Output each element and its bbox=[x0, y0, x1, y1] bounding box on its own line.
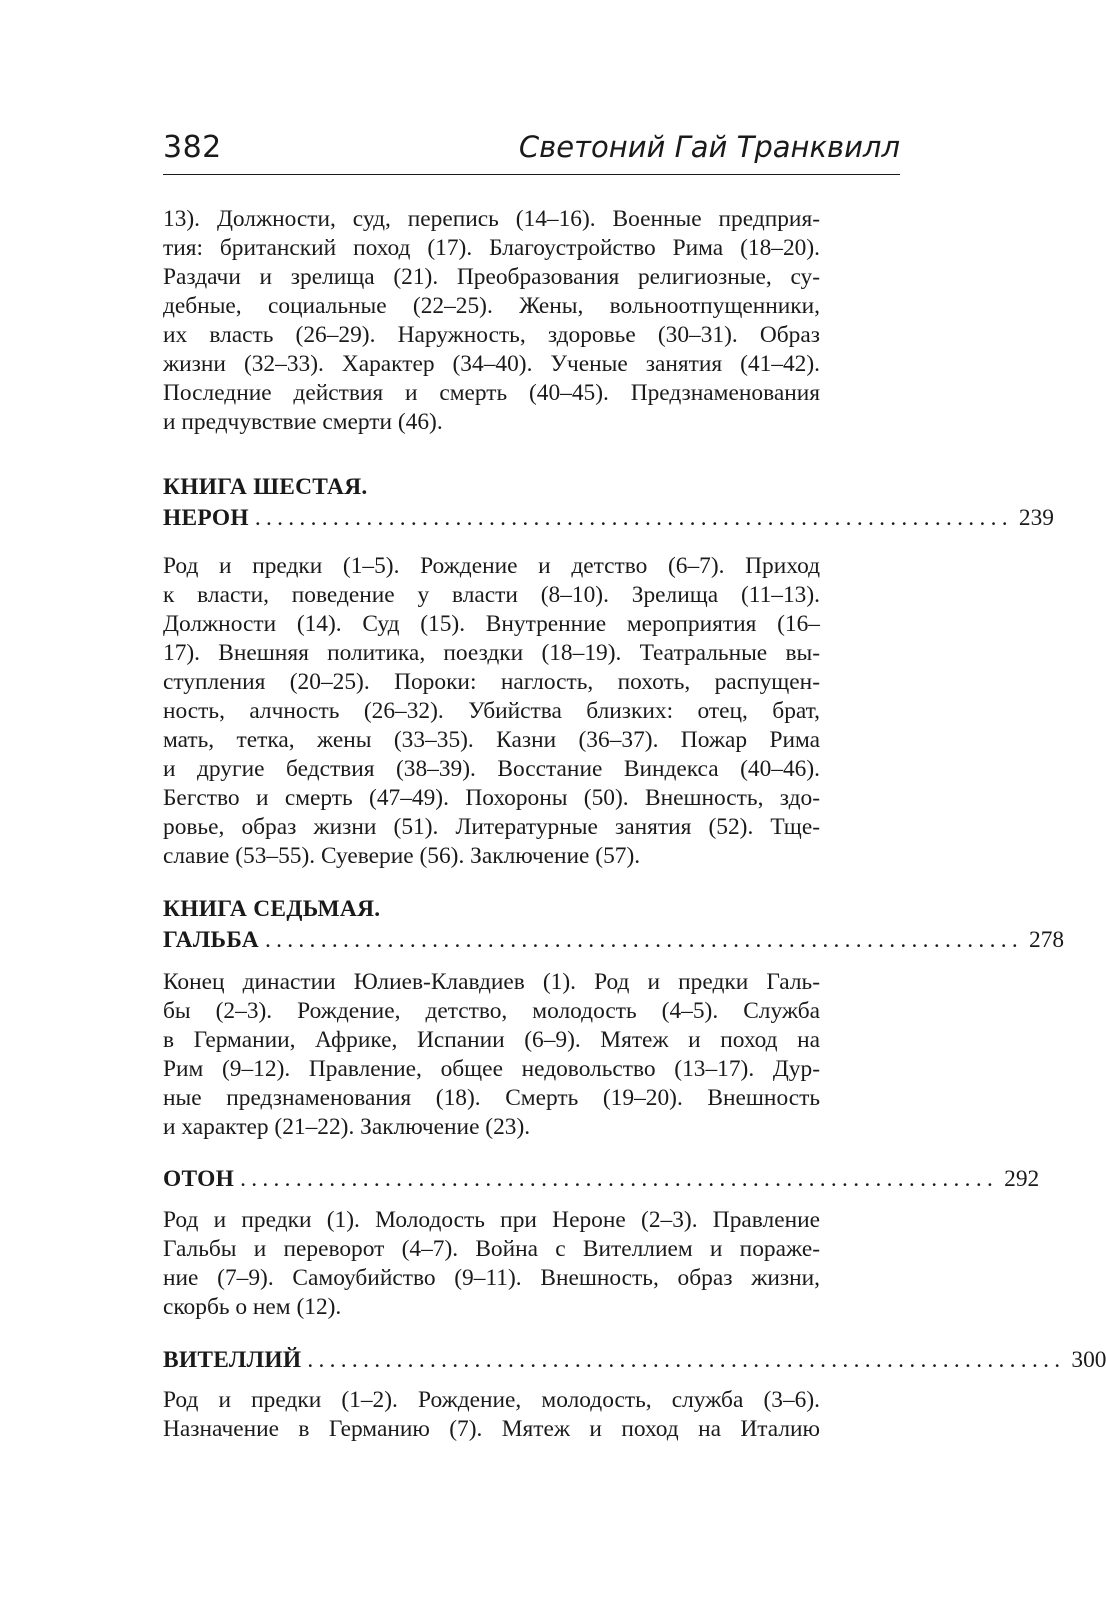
book-heading: КНИГА СЕДЬМАЯ. bbox=[163, 896, 381, 922]
toc-page-number: 292 bbox=[1004, 1166, 1040, 1192]
text-line: к власти, поведение у власти (8–10). Зрелища (11–13). bbox=[163, 582, 820, 608]
toc-leader: .................................................................... bbox=[307, 1347, 1066, 1373]
toc-title: ГАЛЬБА bbox=[163, 927, 259, 953]
text-line: бы (2–3). Рождение, детство, молодость (4–5). Служба bbox=[163, 998, 820, 1024]
page-number: 382 bbox=[163, 130, 222, 165]
toc-page-number: 300 bbox=[1071, 1347, 1106, 1373]
running-title: Светоний Гай Транквилл bbox=[518, 130, 900, 164]
text-line: Конец династии Юлиев-Клавдиев (1). Род и предки Галь- bbox=[163, 969, 820, 995]
text-line: их власть (26–29). Наружность, здоровье (30–31). Образ bbox=[163, 322, 820, 348]
text-line: Род и предки (1–5). Рождение и детство (6–7). Приход bbox=[163, 553, 820, 579]
toc-title: НЕРОН bbox=[163, 505, 249, 531]
toc-entry-vitellius[interactable] bbox=[163, 1347, 1106, 1379]
text-line: Назначение в Германию (7). Мятеж и поход на Италию bbox=[163, 1416, 820, 1442]
text-line: тия: британский поход (17). Благоустройство Рима (18–20). bbox=[163, 235, 820, 261]
toc-leader: .................................................................... bbox=[254, 505, 1013, 531]
toc-leader: .................................................................... bbox=[264, 927, 1024, 953]
text-line: и предчувствие смерти (46). bbox=[163, 409, 443, 435]
text-line: Должности (14). Суд (15). Внутренние мероприятия (16– bbox=[163, 611, 820, 637]
text-line: Гальбы и переворот (4–7). Война с Вителлием и пораже- bbox=[163, 1236, 820, 1262]
text-line: Род и предки (1–2). Рождение, молодость, служба (3–6). bbox=[163, 1387, 820, 1413]
text-line: ровье, образ жизни (51). Литературные занятия (52). Тще- bbox=[163, 814, 820, 840]
toc-title: ВИТЕЛЛИЙ bbox=[163, 1347, 302, 1373]
toc-title: ОТОН bbox=[163, 1166, 235, 1192]
running-head bbox=[163, 126, 900, 175]
toc-entry-galba[interactable] bbox=[163, 927, 1065, 959]
text-line: и характер (21–22). Заключение (23). bbox=[163, 1114, 531, 1140]
text-line: Бегство и смерть (47–49). Похороны (50). Внешность, здо- bbox=[163, 785, 820, 811]
text-line: мать, тетка, жены (33–35). Казни (36–37). Пожар Рима bbox=[163, 727, 820, 753]
text-line: ние (7–9). Самоубийство (9–11). Внешность, образ жизни, bbox=[163, 1265, 820, 1291]
toc-page-number: 239 bbox=[1018, 505, 1054, 531]
text-line: жизни (32–33). Характер (34–40). Ученые занятия (41–42). bbox=[163, 351, 820, 377]
book-heading: КНИГА ШЕСТАЯ. bbox=[163, 474, 368, 500]
text-line: 13). Должности, суд, перепись (14–16). Военные предприя- bbox=[163, 206, 820, 232]
text-line: ность, алчность (26–32). Убийства близких: отец, брат, bbox=[163, 698, 820, 724]
text-line: 17). Внешняя политика, поездки (18–19). Театральные вы- bbox=[163, 640, 820, 666]
text-line: дебные, социальные (22–25). Жены, вольноотпущенники, bbox=[163, 293, 820, 319]
text-line: Раздачи и зрелища (21). Преобразования религиозные, су- bbox=[163, 264, 820, 290]
text-line: Род и предки (1). Молодость при Нероне (2–3). Правление bbox=[163, 1207, 820, 1233]
text-line: скорбь о нем (12). bbox=[163, 1294, 342, 1320]
text-line: Рим (9–12). Правление, общее недовольство (13–17). Дур- bbox=[163, 1056, 820, 1082]
toc-page-number: 278 bbox=[1029, 927, 1065, 953]
text-line: славие (53–55). Суеверие (56). Заключение (57). bbox=[163, 843, 641, 869]
toc-leader: .................................................................... bbox=[240, 1166, 999, 1192]
text-line: ные предзнаменования (18). Смерть (19–20). Внешность bbox=[163, 1085, 820, 1111]
text-line: Последние действия и смерть (40–45). Предзнаменования bbox=[163, 380, 820, 406]
text-line: в Германии, Африке, Испании (6–9). Мятеж и поход на bbox=[163, 1027, 820, 1053]
text-line: ступления (20–25). Пороки: наглость, похоть, распущен- bbox=[163, 669, 820, 695]
toc-entry-otho[interactable] bbox=[163, 1166, 1040, 1198]
text-line: и другие бедствия (38–39). Восстание Виндекса (40–46). bbox=[163, 756, 820, 782]
toc-entry-nero[interactable] bbox=[163, 505, 1054, 537]
